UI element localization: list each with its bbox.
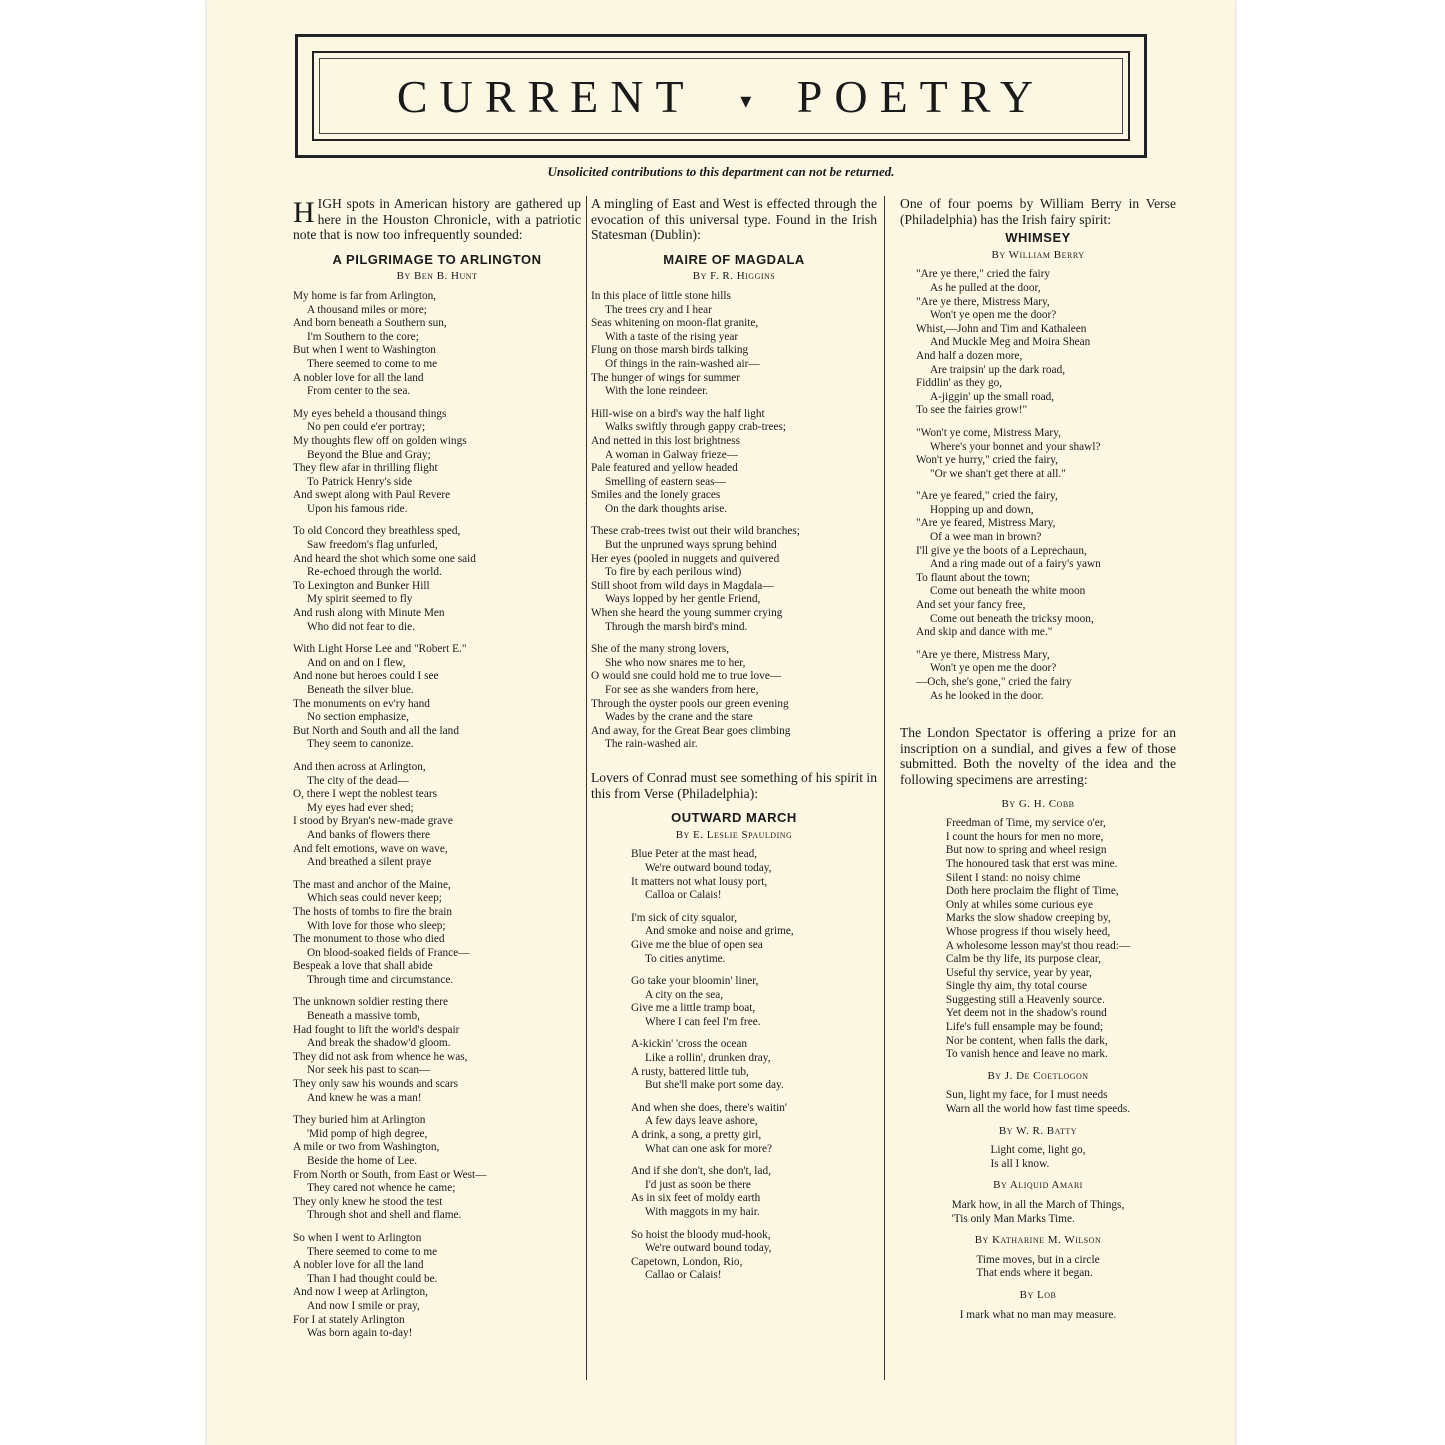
verse-line: To flaunt about the town; <box>916 571 1031 584</box>
verse-line: O would sne could hold me to true love— <box>591 670 782 683</box>
intro-text: IGH spots in American history are gathered up here in the Houston Chronicle, with a patriotic note that is now too infrequently sounded: <box>293 196 581 243</box>
verse-line: Doth here proclaim the flight of Time, <box>945 885 1119 898</box>
poem-title: WHIMSEY <box>1005 230 1071 246</box>
verse-line: With maggots in my hair. <box>645 1206 760 1218</box>
verse-line: They buried him at Arlington <box>293 1114 426 1127</box>
poem-body <box>591 848 877 1283</box>
verse-line: A nobler love for all the land <box>293 1259 424 1272</box>
verse-line: So when I went to Arlington <box>293 1231 422 1244</box>
verse-line: I'm Southern to the core; <box>307 330 419 343</box>
verse-line: To Patrick Henry's side <box>307 475 413 488</box>
verse-line: They seem to canonize. <box>307 738 414 751</box>
verse-line: I stood by Bryan's new-made grave <box>293 815 453 828</box>
verse-line: They only saw his wounds and scars <box>293 1078 459 1091</box>
verse-line: Whose progress if thou wisely heed, <box>945 925 1111 938</box>
inscription-byline: By Katharine M. Wilson <box>974 1234 1102 1247</box>
verse-line: I mark what no man may measure. <box>959 1308 1117 1321</box>
verse-line: With the lone reindeer. <box>605 385 709 398</box>
inscription-text <box>976 1254 1099 1281</box>
verse-line: Nor seek his past to scan— <box>307 1064 431 1077</box>
verse-line: Upon his famous ride. <box>307 502 408 515</box>
stanza <box>631 848 877 902</box>
stanza <box>293 879 581 988</box>
verse-line: "Won't ye come, Mistress Mary, <box>916 426 1061 439</box>
verse-line: Single thy aim, thy total course <box>945 980 1088 993</box>
inscription-byline: By W. R. Batty <box>998 1124 1078 1137</box>
verse-line: And on and on I flew, <box>307 656 406 669</box>
verse-line: Won't ye open me the door? <box>930 309 1057 322</box>
verse-line: Still shoot from wild days in Magdala— <box>591 579 774 592</box>
poem-title: A PILGRIMAGE TO ARLINGTON <box>332 251 542 267</box>
verse-line: Give me a little tramp boat, <box>631 1002 756 1015</box>
inscription-byline: By J. De Coetlogon <box>987 1069 1089 1082</box>
verse-line: Useful thy service, year by year, <box>945 966 1092 979</box>
verse-line: I'd just as soon be there <box>645 1178 751 1191</box>
verse-line: My eyes beheld a thousand things <box>293 407 447 420</box>
verse-line: To old Concord they breathless sped, <box>293 525 461 538</box>
verse-line: Only at whiles some curious eye <box>945 898 1093 911</box>
poem-byline: By Ben B. Hunt <box>396 270 478 283</box>
verse-line: My spirit seemed to fly <box>307 593 413 606</box>
verse-line: And Muckle Meg and Moira Shean <box>930 336 1091 349</box>
verse-line: We're outward bound today, <box>645 861 772 874</box>
verse-line: And skip and dance with me." <box>916 626 1053 639</box>
verse-line: Walks swiftly through gappy crab-trees; <box>605 421 787 434</box>
verse-line: Give me the blue of open sea <box>631 938 763 951</box>
verse-line: And swept along with Paul Revere <box>293 489 451 502</box>
verse-line: When she heard the young summer crying <box>591 607 783 620</box>
stanza <box>631 975 877 1029</box>
stanza <box>916 268 1176 418</box>
verse-line: A city on the sea, <box>645 988 724 1001</box>
verse-line: Flung on those marsh birds talking <box>591 344 749 357</box>
verse-line: Hopping up and down, <box>930 503 1034 516</box>
verse-line: "Are ye there, Mistress Mary, <box>916 648 1050 661</box>
verse-line: The unknown soldier resting there <box>293 996 448 1009</box>
inscription-byline: By G. H. Cobb <box>1001 797 1075 810</box>
verse-line: Smelling of eastern seas— <box>605 475 726 488</box>
stanza <box>591 408 877 517</box>
verse-line: With love for those who sleep; <box>307 919 446 932</box>
verse-line: In this place of little stone hills <box>591 289 731 302</box>
verse-line: And if she don't, she don't, lad, <box>631 1165 771 1178</box>
poem-title: OUTWARD MARCH <box>671 810 797 826</box>
notice: Unsolicited contributions to this department can not be returned. <box>547 164 895 179</box>
verse-line: As in six feet of moldy earth <box>631 1192 761 1205</box>
stanza <box>293 996 581 1105</box>
stanza <box>631 1229 877 1283</box>
verse-line: And banks of flowers there <box>307 828 430 841</box>
verse-line: "Or we shan't get there at all." <box>930 467 1066 480</box>
verse-line: From center to the sea. <box>307 385 411 398</box>
stanza <box>293 1232 581 1341</box>
verse-line: Of things in the rain-washed air— <box>605 357 760 370</box>
verse-line: Callao or Calais! <box>645 1269 722 1282</box>
verse-line: Sun, light my face, for I must needs <box>945 1089 1108 1102</box>
poem-byline: By E. Leslie Spaulding <box>675 828 793 841</box>
verse-line: And knew he was a man! <box>307 1091 422 1104</box>
verse-line: Ways lopped by her gentle Friend, <box>605 593 761 606</box>
verse-line: Yet deem not in the shadow's round <box>945 1007 1107 1020</box>
verse-line: Beneath the silver blue. <box>307 684 414 696</box>
verse-line: And heard the shot which some one said <box>293 552 476 565</box>
stanza <box>916 427 1176 481</box>
verse-line: "Are ye feared, Mistress Mary, <box>916 517 1056 530</box>
inscription-text <box>946 1089 1130 1116</box>
verse-line: To cities anytime. <box>645 952 726 965</box>
intro-paragraph <box>293 196 581 243</box>
verse-line: Seas whitening on moon-flat granite, <box>591 317 759 330</box>
poem-body <box>293 290 581 1341</box>
verse-line: And set your fancy free, <box>916 599 1026 612</box>
verse-line: Light come, light go, <box>990 1144 1086 1157</box>
verse-line: "Are ye there, Mistress Mary, <box>916 295 1050 308</box>
verse-line: A-kickin' 'cross the ocean <box>631 1038 748 1051</box>
column-3 <box>900 196 1176 1380</box>
verse-line: Is all I know. <box>990 1157 1050 1170</box>
verse-line: Where I can feel I'm free. <box>645 1015 761 1028</box>
verse-line: But she'll make port some day. <box>645 1079 784 1092</box>
verse-line: And now I smile or pray, <box>307 1299 420 1312</box>
verse-line: From North or South, from East or West— <box>293 1168 487 1181</box>
verse-line: But the unpruned ways sprung behind <box>605 539 777 552</box>
verse-line: Beneath a massive tomb, <box>307 1010 420 1023</box>
verse-line: And born beneath a Southern sun, <box>293 317 447 330</box>
verse-line: To vanish hence and leave no mark. <box>945 1048 1108 1061</box>
verse-line: The trees cry and I hear <box>605 303 712 316</box>
stanza <box>631 1165 877 1219</box>
verse-line: A drink, a song, a pretty girl, <box>631 1129 762 1142</box>
verse-line: Beside the home of Lee. <box>307 1155 418 1167</box>
verse-line: I'll give ye the boots of a Leprechaun, <box>916 544 1087 557</box>
verse-line: A woman in Galway frieze— <box>605 448 739 461</box>
verse-line: Re-echoed through the world. <box>307 566 442 579</box>
verse-line: Her eyes (pooled in nuggets and quivered <box>591 552 780 565</box>
verse-line: And a ring made out of a fairy's yawn <box>930 558 1101 571</box>
inscription-text <box>946 817 1130 1062</box>
verse-line: Life's full ensample may be found; <box>945 1021 1104 1034</box>
verse-line: Blue Peter at the mast head, <box>631 848 758 861</box>
verse-line: Mark how, in all the March of Things, <box>951 1199 1125 1211</box>
verse-line: And breathed a silent praye <box>307 856 432 869</box>
verse-line: Through the marsh bird's mind. <box>605 620 748 633</box>
verse-line: A rusty, battered little tub, <box>631 1065 749 1078</box>
verse-line: My eyes had ever shed; <box>307 801 414 814</box>
verse-line: 'Tis only Man Marks Time. <box>951 1212 1075 1225</box>
verse-line: Calm be thy life, its purpose clear, <box>945 953 1101 966</box>
verse-line: Smiles and the lonely graces <box>591 489 721 502</box>
masthead-left: CURRENT <box>396 70 695 122</box>
verse-line: No section emphasize, <box>307 711 409 724</box>
verse-line: Go take your bloomin' liner, <box>631 975 759 988</box>
verse-line: Pale featured and yellow headed <box>591 462 738 475</box>
poem-byline: By F. R. Higgins <box>692 270 776 283</box>
column-2 <box>591 196 877 1380</box>
inscription-text <box>960 1309 1117 1323</box>
verse-line: A thousand miles or more; <box>307 303 427 316</box>
verse-line: And netted in this lost brightness <box>591 434 741 447</box>
verse-line: But now to spring and wheel resign <box>945 844 1107 857</box>
verse-line: The hosts of tombs to fire the brain <box>293 905 453 918</box>
verse-line: Freedman of Time, my service o'er, <box>945 817 1106 830</box>
verse-line: A mile or two from Washington, <box>293 1141 440 1154</box>
verse-line: Warn all the world how fast time speeds. <box>945 1103 1131 1116</box>
inscription-text <box>952 1199 1125 1226</box>
verse-line: And rush along with Minute Men <box>293 607 445 620</box>
magazine-page <box>207 0 1235 1445</box>
verse-line: We're outward bound today, <box>645 1242 772 1255</box>
stanza <box>916 649 1176 703</box>
verse-line: And now I weep at Arlington, <box>293 1286 428 1299</box>
poem-byline: By William Berry <box>991 248 1085 261</box>
verse-line: Come out beneath the tricksy moon, <box>930 612 1094 625</box>
verse-line: Bespeak a love that shall abide <box>293 960 433 973</box>
verse-line: Won't ye hurry," cried the fairy, <box>916 454 1058 467</box>
verse-line: Saw freedom's flag unfurled, <box>307 539 438 552</box>
verse-line: Wades by the crane and the stare <box>605 711 753 724</box>
verse-line: On blood-soaked fields of France— <box>307 946 470 959</box>
column-rule <box>884 196 885 1380</box>
verse-line: Through time and circumstance. <box>307 973 454 986</box>
verse-line: Time moves, but in a circle <box>976 1253 1100 1266</box>
verse-line: Fiddlin' as they go, <box>916 377 1003 390</box>
masthead-frame <box>295 34 1147 158</box>
inscription-byline: By Lob <box>1019 1288 1057 1301</box>
verse-line: A nobler love for all the land <box>293 371 424 384</box>
verse-line: Was born again to-day! <box>307 1327 413 1340</box>
verse-line: And when she does, there's waitin' <box>631 1101 787 1114</box>
masthead-separator: ▾ <box>740 87 752 113</box>
stanza <box>591 525 877 634</box>
verse-line: 'Mid pomp of high degree, <box>307 1127 428 1140</box>
stanza <box>591 290 877 399</box>
verse-line: There seemed to come to me <box>307 357 438 370</box>
intro-paragraph: Lovers of Conrad must see something of his spirit in this from Verse (Philadelphia): <box>591 769 877 801</box>
verse-line: These crab-trees twist out their wild branches; <box>591 525 800 538</box>
verse-line: She who now snares me to her, <box>605 656 746 669</box>
column-1 <box>293 196 581 1380</box>
verse-line: No pen could e'er portray; <box>307 421 426 434</box>
verse-line: Who did not fear to die. <box>307 620 415 633</box>
drop-cap: H <box>293 196 315 229</box>
verse-line: Like a rollin', drunken dray, <box>645 1052 771 1065</box>
stanza <box>293 525 581 634</box>
verse-line: The rain-washed air. <box>605 738 698 751</box>
verse-line: Through shot and shell and flame. <box>307 1209 462 1222</box>
verse-line: To see the fairies grow!" <box>916 404 1028 417</box>
verse-line: The monument to those who died <box>293 933 445 946</box>
verse-line: Of a wee man in brown? <box>930 531 1042 544</box>
verse-line: I'm sick of city squalor, <box>631 911 738 924</box>
verse-line: A few days leave ashore, <box>645 1115 758 1128</box>
inscription-byline: By Aliquid Amari <box>993 1179 1083 1192</box>
verse-line: They cared not whence he came; <box>307 1182 456 1195</box>
verse-line: Come out beneath the white moon <box>930 585 1086 598</box>
poem-title: MAIRE OF MAGDALA <box>663 251 805 267</box>
verse-line: To fire by each perilous wind) <box>605 566 742 579</box>
verse-line: And then across at Arlington, <box>293 760 426 773</box>
verse-line: "Are ye feared," cried the fairy, <box>916 490 1058 503</box>
verse-line: Whist,—John and Tim and Kathaleen <box>916 322 1087 335</box>
stanza <box>916 490 1176 640</box>
verse-line: For I at stately Arlington <box>293 1313 405 1326</box>
verse-line: The monuments on ev'ry hand <box>293 697 430 710</box>
verse-line: My thoughts flew off on golden wings <box>293 434 467 447</box>
masthead-right: POETRY <box>796 70 1046 122</box>
verse-line: Had fought to lift the world's despair <box>293 1023 460 1036</box>
verse-line: As he pulled at the door, <box>930 281 1041 294</box>
verse-line: Which seas could never keep; <box>307 892 442 905</box>
verse-line: My home is far from Arlington, <box>293 289 437 302</box>
inscription-text <box>990 1144 1085 1171</box>
verse-line: Hill-wise on a bird's way the half light <box>591 407 765 420</box>
verse-line: And half a dozen more, <box>916 349 1023 362</box>
verse-line: Than I had thought could be. <box>307 1272 438 1285</box>
verse-line: With a taste of the rising year <box>605 330 739 343</box>
intro-paragraph: One of four poems by William Berry in Verse (Philadelphia) has the Irish fairy spirit: <box>900 196 1176 227</box>
masthead-title <box>397 70 1045 123</box>
verse-line: That ends where it began. <box>976 1267 1093 1280</box>
poem-body <box>591 290 877 752</box>
verse-line: And break the shadow'd gloom. <box>307 1037 451 1050</box>
poem-body <box>900 268 1176 703</box>
verse-line: The city of the dead— <box>307 774 409 787</box>
verse-line: "Are ye there," cried the fairy <box>916 268 1051 281</box>
verse-line: Beyond the Blue and Gray; <box>307 448 431 461</box>
verse-line: And felt emotions, wave on wave, <box>293 842 448 855</box>
verse-line: A-jiggin' up the small road, <box>930 390 1055 403</box>
verse-line: The hunger of wings for summer <box>591 371 741 384</box>
verse-line: A wholesome lesson may'st thou read:— <box>945 939 1131 952</box>
verse-line: Marks the slow shadow creeping by, <box>945 912 1111 925</box>
verse-line: Silent I stand: no noisy chime <box>945 871 1081 884</box>
stanza <box>631 912 877 966</box>
sundial-inscriptions <box>900 798 1176 1323</box>
verse-line: Won't ye open me the door? <box>930 662 1057 675</box>
stanza <box>293 1114 581 1223</box>
verse-line: So hoist the bloody mud-hook, <box>631 1228 771 1241</box>
verse-line: O, there I wept the noblest tears <box>293 788 437 801</box>
verse-line: What can one ask for more? <box>645 1142 773 1155</box>
column-rule <box>586 196 587 1380</box>
verse-line: Through the oyster pools our green evening <box>591 697 789 710</box>
verse-line: Are traipsin' up the dark road, <box>930 363 1066 376</box>
verse-line: And away, for the Great Bear goes climbing <box>591 724 791 737</box>
verse-line: But when I went to Washington <box>293 344 436 357</box>
stanza <box>591 643 877 752</box>
verse-line: Calloa or Calais! <box>645 889 722 902</box>
verse-line: I count the hours for men no more, <box>945 830 1104 843</box>
verse-line: They did not ask from whence he was, <box>293 1050 468 1063</box>
verse-line: Capetown, London, Rio, <box>631 1255 743 1268</box>
verse-line: On the dark thoughts arise. <box>605 502 728 515</box>
verse-line: —Och, she's gone," cried the fairy <box>916 676 1072 688</box>
stanza <box>293 408 581 517</box>
intro-paragraph: A mingling of East and West is effected through the evocation of this universal type. Found in the Irish Statesman (Dublin): <box>591 196 877 243</box>
verse-line: And none but heroes could I see <box>293 670 439 683</box>
verse-line: They flew afar in thrilling flight <box>293 462 438 475</box>
verse-line: They only knew he stood the test <box>293 1195 443 1208</box>
verse-line: It matters not what lousy port, <box>631 875 768 888</box>
verse-line: Suggesting still a Heavenly source. <box>945 993 1105 1006</box>
verse-line: The honoured task that erst was mine. <box>945 857 1118 870</box>
stanza <box>631 1102 877 1156</box>
verse-line: For see as she wanders from here, <box>605 684 759 696</box>
stanza <box>293 643 581 752</box>
verse-line: And smoke and noise and grime, <box>645 925 794 938</box>
stanza <box>631 1038 877 1092</box>
verse-line: Where's your bonnet and your shawl? <box>930 440 1101 453</box>
verse-line: To Lexington and Bunker Hill <box>293 579 430 592</box>
verse-line: She of the many strong lovers, <box>591 643 730 656</box>
stanza <box>293 290 581 399</box>
verse-line: With Light Horse Lee and "Robert E." <box>293 643 467 656</box>
stanza <box>293 761 581 870</box>
verse-line: But North and South and all the land <box>293 724 459 737</box>
verse-line: There seemed to come to me <box>307 1245 438 1258</box>
intro-paragraph: The London Spectator is offering a prize for an inscription on a sundial, and gives a few of those submitted. Both the novelty of the idea and the following specimens are arresting: <box>900 725 1176 787</box>
verse-line: Nor be content, when falls the dark, <box>945 1034 1108 1047</box>
verse-line: As he looked in the door. <box>930 689 1044 702</box>
verse-line: The mast and anchor of the Maine, <box>293 878 451 891</box>
